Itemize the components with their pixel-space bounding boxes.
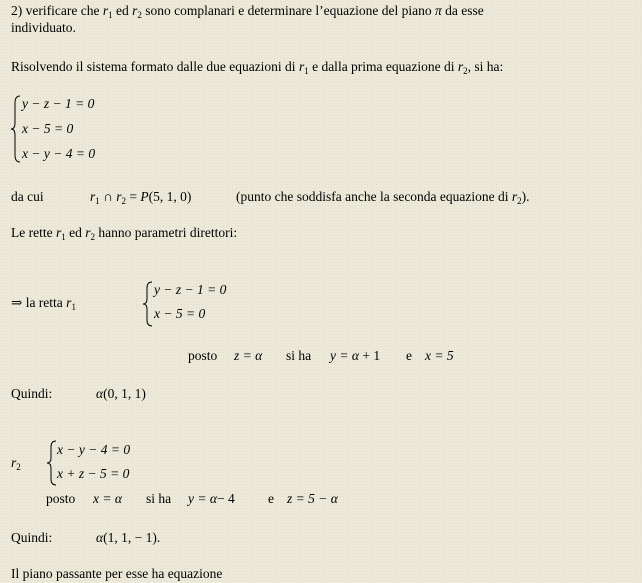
retta-label-text: la retta (22, 295, 67, 310)
system1-eq3: x − y − 4 = 0 (22, 146, 96, 161)
note-text-a: (punto che soddisfa anche la seconda equazione di (236, 189, 512, 204)
brace-icon (10, 95, 22, 163)
intro-text-end: da esse (441, 3, 484, 18)
si-ha-label: si ha (286, 348, 312, 363)
x-equals: x = (93, 491, 115, 506)
intersection-note (236, 189, 530, 205)
r2-symbol: r (85, 225, 91, 240)
posto-label: posto (188, 348, 218, 363)
r1-subscript: 1 (61, 232, 66, 242)
posto1-y (330, 348, 380, 364)
equals-sign: = (126, 189, 141, 204)
r2-subscript: 2 (137, 10, 142, 20)
r2-subscript: 2 (90, 232, 96, 242)
parametri-text-a: Le rette (11, 225, 56, 240)
r2-symbol: r (116, 189, 122, 204)
intro-text-line2: individuato. (11, 20, 76, 35)
intro-text-rest: sono complanari e determinare l’equazione del piano (141, 3, 435, 18)
alpha-symbol: α (255, 348, 263, 363)
minus-four: − 4 (216, 491, 235, 506)
brace-icon (142, 281, 154, 327)
system1-eq1: y − z − 1 = 0 (22, 96, 95, 111)
final-sentence: Il piano passante per esse ha equazione (11, 566, 223, 581)
quindi-label: Quindi: (11, 386, 53, 401)
alpha-symbol: α (96, 530, 104, 545)
r1-symbol: r (102, 3, 109, 18)
parametri-text-c: hanno parametri direttori: (95, 225, 238, 240)
system-intro-text-b: e dalla prima equazione di (308, 59, 458, 74)
point-p: P (140, 189, 149, 204)
intro-text-ed: ed (112, 3, 133, 18)
vector-values: (0, 1, 1) (103, 386, 146, 401)
retta2-label (11, 455, 21, 471)
point-coords: (5, 1, 0) (148, 189, 192, 204)
posto2-z (287, 491, 338, 507)
posto2-y (188, 491, 235, 507)
r2-symbol: r (457, 59, 464, 74)
da-cui-label: da cui (11, 189, 44, 204)
r1-symbol: r (66, 295, 72, 310)
r2-symbol: r (511, 189, 518, 204)
system-intro (11, 59, 503, 75)
system-intro-text-a: Risolvendo il sistema formato dalle due equazioni di (11, 59, 299, 74)
r2-subscript: 2 (16, 462, 21, 472)
alpha-symbol: α (96, 386, 104, 401)
vector-values: (1, 1, − 1). (103, 530, 161, 545)
direction-vector-1 (96, 386, 146, 402)
r1-subscript: 1 (95, 196, 100, 206)
e-conjunction: e (406, 348, 412, 363)
intersection-symbol: ∩ (99, 189, 117, 204)
r1-symbol: r (90, 189, 96, 204)
intersection-expr (90, 189, 191, 205)
r1-symbol: r (55, 225, 62, 240)
posto-label: posto (46, 491, 76, 506)
note-text-b: ). (521, 189, 530, 204)
r2-subscript: 2 (463, 66, 468, 76)
alpha-symbol: α (209, 491, 217, 506)
retta1-label (11, 295, 76, 311)
r1-subscript: 1 (71, 302, 76, 312)
posto1-z (234, 348, 262, 364)
r2-symbol: r (11, 455, 17, 470)
retta1-eq2: x − 5 = 0 (154, 306, 206, 321)
alpha-symbol: α (114, 491, 122, 506)
r2-subscript: 2 (517, 196, 522, 206)
plus-one: + 1 (358, 348, 381, 363)
system-intro-text-c: , si ha: (467, 59, 504, 74)
z-equals: z = 5 − (287, 491, 331, 506)
posto2-x (93, 491, 122, 507)
si-ha-label: si ha (146, 491, 172, 506)
r1-symbol: r (298, 59, 305, 74)
implies-arrow-icon: ⇒ (11, 295, 23, 310)
alpha-symbol: α (330, 491, 338, 506)
alpha-symbol: α (351, 348, 359, 363)
parametri-line (11, 225, 237, 241)
y-equals: y = (188, 491, 210, 506)
retta1-eq1: y − z − 1 = 0 (154, 282, 227, 297)
x-equals-five: x = 5 (425, 348, 454, 363)
quindi-label: Quindi: (11, 530, 53, 545)
e-conjunction: e (268, 491, 274, 506)
r2-subscript: 2 (121, 196, 127, 206)
system1-eq2: x − 5 = 0 (22, 121, 74, 136)
intro-paragraph (11, 2, 635, 36)
r2-symbol: r (132, 3, 138, 18)
direction-vector-2 (96, 530, 160, 546)
r1-subscript: 1 (108, 10, 113, 20)
z-equals: z = (234, 348, 256, 363)
retta2-eq2: x + z − 5 = 0 (57, 466, 130, 481)
parametri-text-b: ed (65, 225, 86, 240)
retta2-eq1: x − y − 4 = 0 (57, 442, 131, 457)
r1-subscript: 1 (304, 66, 309, 76)
pi-symbol: π (434, 3, 442, 18)
intro-text: 2) verificare che (11, 3, 103, 18)
y-equals: y = (330, 348, 352, 363)
